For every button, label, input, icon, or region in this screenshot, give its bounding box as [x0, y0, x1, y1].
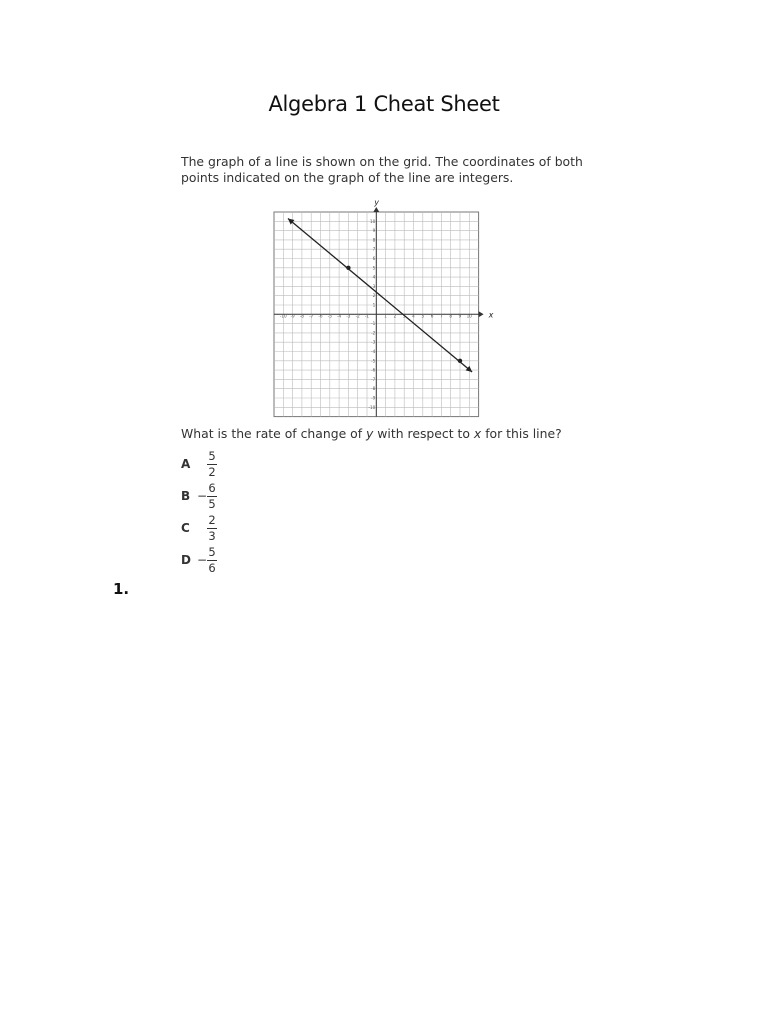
numerator: 5: [208, 544, 216, 559]
y-tick-label: -10: [368, 404, 376, 410]
x-tick-label: 6: [430, 313, 434, 319]
x-axis-label: x: [488, 310, 494, 320]
denominator: 5: [208, 496, 216, 511]
choice-b[interactable]: [181, 478, 217, 514]
y-tick-label: 1: [372, 302, 376, 308]
y-tick-label: -3: [371, 339, 376, 345]
question-before: What is the rate of change of: [181, 426, 367, 441]
y-tick-label: 9: [372, 228, 376, 234]
y-tick-label: 4: [372, 274, 376, 280]
denominator: 3: [208, 528, 216, 543]
x-tick-label: 10: [466, 313, 472, 319]
numerator: 2: [208, 512, 216, 527]
x-tick-label: -1: [364, 313, 370, 319]
y-tick-label: -8: [371, 386, 376, 392]
y-tick-label: -5: [371, 358, 376, 364]
x-tick-label: 5: [421, 313, 425, 319]
y-tick-label: -6: [371, 367, 376, 373]
question-number: 1.: [113, 580, 130, 598]
x-tick-label: -7: [309, 313, 314, 319]
question-after: for this line?: [481, 426, 562, 441]
choice-sign: −: [197, 489, 208, 503]
y-tick-label: -9: [371, 395, 376, 401]
question-text: [181, 426, 601, 441]
choice-c[interactable]: [181, 510, 217, 546]
problem-prompt: [181, 154, 601, 186]
y-tick-label: -4: [371, 349, 376, 354]
x-tick-label: 4: [412, 313, 415, 319]
choice-fraction: [207, 482, 217, 511]
x-tick-label: -3: [346, 313, 351, 319]
choice-fraction: [207, 546, 217, 575]
denominator: 2: [208, 464, 216, 479]
y-tick-label: -1: [371, 321, 376, 327]
x-axis-arrow-icon: [479, 311, 484, 317]
coordinate-graph: [262, 198, 494, 415]
graph-point: [458, 359, 462, 363]
y-tick-label: 2: [372, 293, 376, 299]
y-axis-arrow-icon: [373, 207, 379, 212]
x-tick-label: -2: [355, 313, 360, 319]
x-tick-label: -4: [337, 313, 342, 319]
y-tick-label: 8: [372, 237, 376, 243]
choice-sign: −: [197, 553, 208, 567]
page-title: Algebra 1 Cheat Sheet: [268, 92, 500, 116]
x-tick-label: -10: [279, 313, 287, 319]
question-var-y: y: [366, 426, 374, 441]
question-middle: with respect to: [373, 426, 474, 441]
choice-letter: C: [181, 521, 190, 535]
graph-svg: [262, 198, 494, 415]
x-tick-label: -9: [290, 313, 295, 319]
y-tick-label: 3: [372, 283, 376, 289]
y-tick-label: -7: [371, 376, 376, 382]
prompt-line-2: points indicated on the graph of the line are integers.: [181, 170, 514, 185]
choice-letter: A: [181, 457, 191, 471]
x-tick-label: -6: [318, 313, 323, 319]
choice-letter: D: [181, 553, 191, 567]
choice-fraction: [207, 514, 217, 543]
y-tick-label: 6: [372, 256, 376, 261]
x-tick-label: -8: [299, 313, 304, 319]
question-var-x: x: [473, 426, 482, 441]
y-tick-label: 5: [372, 265, 376, 271]
y-tick-label: 10: [369, 218, 376, 224]
x-tick-label: 1: [384, 313, 387, 319]
x-tick-label: 7: [440, 313, 443, 319]
x-tick-label: 9: [458, 313, 462, 319]
numerator: 6: [208, 480, 216, 495]
prompt-line-1: The graph of a line is shown on the grid. The coordinates of both: [181, 154, 583, 169]
y-tick-label: -2: [371, 330, 376, 336]
y-axis-label: y: [374, 198, 380, 207]
choice-a[interactable]: [181, 446, 217, 482]
choice-d[interactable]: [181, 542, 217, 578]
y-tick-label: 7: [372, 246, 376, 252]
x-tick-label: 8: [449, 313, 453, 319]
choice-fraction: [207, 450, 217, 479]
x-tick-label: -5: [327, 313, 332, 319]
denominator: 6: [208, 560, 216, 575]
graph-point: [346, 266, 350, 270]
choice-letter: B: [181, 489, 191, 503]
numerator: 5: [208, 448, 216, 463]
x-tick-label: 2: [393, 313, 397, 319]
